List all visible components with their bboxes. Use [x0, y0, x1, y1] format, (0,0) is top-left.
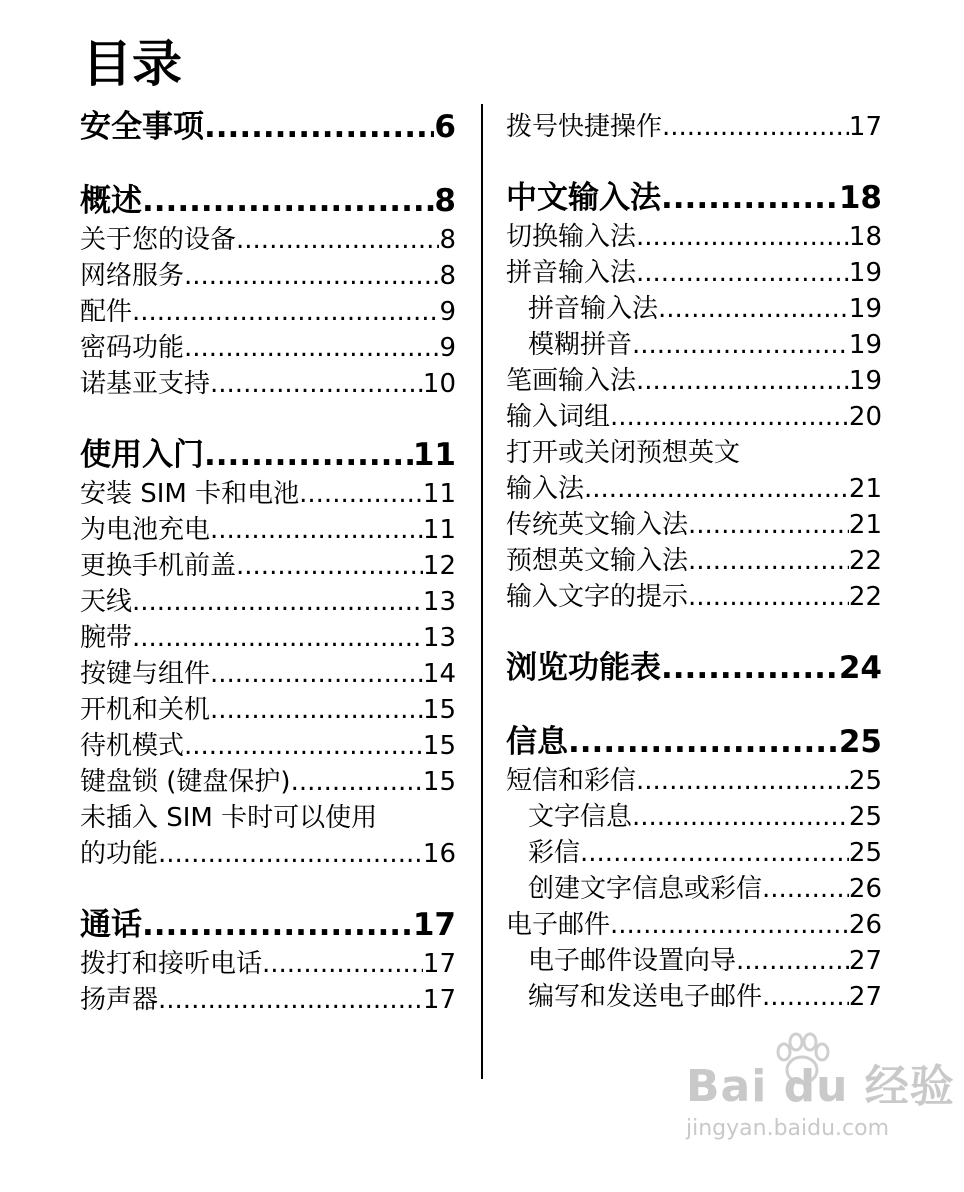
toc-entry-label: 打开或关闭预想英文 — [506, 438, 741, 468]
toc-entry-label: 预想英文输入法 — [506, 546, 689, 576]
toc-entry-label: 诺基亚支持 — [80, 369, 211, 399]
toc-page-number: 18 — [838, 180, 882, 216]
toc-entry-label: 扬声器 — [80, 985, 159, 1015]
watermark — [686, 1050, 955, 1141]
toc-entry[interactable] — [506, 363, 882, 399]
toc-entry[interactable] — [506, 471, 882, 507]
toc-page-number: 25 — [838, 724, 882, 760]
column-divider — [481, 104, 483, 1079]
toc-subentry[interactable] — [506, 291, 882, 327]
toc-entry[interactable] — [80, 512, 456, 548]
toc-page-number: 27 — [848, 982, 882, 1012]
toc-page-number: 27 — [848, 946, 882, 976]
section-gap — [80, 402, 456, 434]
toc-entry-label: 彩信 — [528, 838, 581, 868]
toc-entry[interactable] — [80, 692, 456, 728]
toc-page-number: 11 — [422, 479, 456, 509]
dot-leader — [762, 871, 849, 907]
toc-entry-label: 短信和彩信 — [506, 766, 637, 796]
toc-page-number: 18 — [848, 222, 882, 252]
toc-entry-label: 为电池充电 — [80, 515, 211, 545]
toc-entry-label: 网络服务 — [80, 261, 185, 291]
toc-entry[interactable] — [80, 764, 456, 800]
toc-page-number: 11 — [422, 515, 456, 545]
dot-leader — [158, 836, 423, 872]
toc-entry-label: 模糊拼音 — [528, 330, 633, 360]
toc-entry[interactable] — [80, 548, 456, 584]
toc-page-number: 22 — [848, 546, 882, 576]
toc-entry[interactable] — [80, 656, 456, 692]
toc-entry-label: 创建文字信息或彩信 — [528, 874, 763, 904]
dot-leader — [184, 728, 423, 764]
dot-leader — [142, 180, 434, 222]
page-title: 目录 — [82, 35, 182, 93]
toc-entry-label: 电子邮件设置向导 — [528, 946, 737, 976]
toc-entry-label: 拼音输入法 — [528, 294, 659, 324]
toc-page-number: 14 — [422, 659, 456, 689]
toc-entry-label: 待机模式 — [80, 731, 185, 761]
dot-leader — [661, 177, 839, 219]
toc-page-number: 20 — [848, 402, 882, 432]
toc-subentry[interactable] — [506, 871, 882, 907]
toc-right-column — [506, 106, 882, 1015]
toc-entry-label: 拨号快捷操作 — [506, 112, 663, 142]
toc-entry[interactable] — [80, 728, 456, 764]
toc-page-number: 9 — [439, 297, 456, 327]
toc-page-number: 21 — [848, 510, 882, 540]
toc-section-heading[interactable] — [80, 904, 456, 946]
toc-page-number: 11 — [412, 437, 456, 473]
toc-entry-label: 中文输入法 — [506, 180, 661, 216]
dot-leader — [610, 399, 849, 435]
toc-entry[interactable] — [80, 946, 456, 982]
toc-entry-label: 键盘锁 (键盘保护) — [80, 767, 291, 797]
toc-entry-label: 信息 — [506, 724, 568, 760]
toc-entry-label: 切换输入法 — [506, 222, 637, 252]
toc-page-number: 21 — [848, 474, 882, 504]
toc-entry-label: 输入文字的提示 — [506, 582, 689, 612]
toc-entry[interactable] — [80, 366, 456, 402]
section-gap — [506, 615, 882, 647]
toc-entry[interactable] — [506, 255, 882, 291]
toc-entry[interactable] — [506, 109, 882, 145]
toc-page-number: 25 — [848, 838, 882, 868]
dot-leader — [210, 656, 423, 692]
toc-entry[interactable] — [80, 836, 456, 872]
dot-leader — [210, 366, 423, 402]
toc-entry-label: 编写和发送电子邮件 — [528, 982, 763, 1012]
toc-section-heading[interactable] — [506, 177, 882, 219]
toc-entry-label: 笔画输入法 — [506, 366, 637, 396]
dot-leader — [610, 907, 849, 943]
toc-entry-label: 拼音输入法 — [506, 258, 637, 288]
toc-entry[interactable] — [506, 507, 882, 543]
toc-page-number: 15 — [422, 731, 456, 761]
toc-entry-label: 按键与组件 — [80, 659, 211, 689]
dot-leader — [636, 219, 849, 255]
toc-entry[interactable] — [506, 579, 882, 615]
toc-page-number: 17 — [848, 112, 882, 142]
toc-entry-label: 密码功能 — [80, 333, 185, 363]
toc-subentry[interactable] — [506, 327, 882, 363]
toc-page-number: 26 — [848, 910, 882, 940]
toc-entry[interactable] — [80, 476, 456, 512]
dot-leader — [632, 327, 849, 363]
toc-entry[interactable] — [80, 222, 456, 258]
toc-entry-label: 安装 SIM 卡和电池 — [80, 479, 300, 509]
dot-leader — [580, 835, 849, 871]
toc-entry-label: 更换手机前盖 — [80, 551, 237, 581]
watermark-url: jingyan.baidu.com — [686, 1116, 890, 1141]
toc-entry[interactable] — [80, 258, 456, 294]
dot-leader — [568, 721, 839, 763]
toc-entry-label: 安全事项 — [80, 109, 204, 145]
toc-page-number: 17 — [422, 949, 456, 979]
toc-page-number: 19 — [848, 366, 882, 396]
dot-leader — [132, 294, 439, 330]
toc-entry[interactable] — [80, 620, 456, 656]
toc-page-number: 6 — [434, 109, 456, 145]
toc-entry[interactable] — [506, 907, 882, 943]
toc-entry-label: 概述 — [80, 183, 142, 219]
toc-section-heading[interactable] — [80, 106, 456, 148]
toc-entry[interactable] — [80, 584, 456, 620]
toc-section-heading[interactable] — [80, 434, 456, 476]
toc-page-number: 19 — [848, 294, 882, 324]
dot-leader — [662, 109, 849, 145]
dot-leader — [142, 904, 413, 946]
toc-entry-label: 传统英文输入法 — [506, 510, 689, 540]
toc-page-number: 16 — [422, 839, 456, 869]
toc-page-number: 17 — [422, 985, 456, 1015]
dot-leader — [688, 543, 849, 579]
dot-leader — [210, 512, 423, 548]
toc-section-heading[interactable] — [506, 647, 882, 689]
toc-entry-label: 电子邮件 — [506, 910, 611, 940]
dot-leader — [658, 291, 849, 327]
dot-leader — [636, 763, 849, 799]
dot-leader — [204, 434, 413, 476]
toc-entry-label: 输入法 — [506, 474, 585, 504]
toc-section-heading[interactable] — [80, 180, 456, 222]
toc-entry[interactable] — [506, 543, 882, 579]
dot-leader — [688, 579, 849, 615]
toc-entry-label: 开机和关机 — [80, 695, 211, 725]
toc-entry-label: 浏览功能表 — [506, 650, 661, 686]
toc-page-number: 12 — [422, 551, 456, 581]
toc-page-number: 8 — [434, 183, 456, 219]
toc-page-number: 13 — [422, 623, 456, 653]
toc-page-number: 15 — [422, 767, 456, 797]
dot-leader — [184, 330, 439, 366]
toc-entry-label: 的功能 — [80, 839, 159, 869]
dot-leader — [636, 363, 849, 399]
toc-page-number: 26 — [848, 874, 882, 904]
toc-section-heading[interactable] — [506, 721, 882, 763]
toc-entry[interactable] — [80, 294, 456, 330]
toc-entry[interactable] — [506, 763, 882, 799]
toc-subentry[interactable] — [506, 799, 882, 835]
toc-entry-label: 拨打和接听电话 — [80, 949, 263, 979]
toc-subentry[interactable] — [506, 835, 882, 871]
toc-entry-label: 未插入 SIM 卡时可以使用 — [80, 803, 378, 833]
dot-leader — [632, 799, 849, 835]
toc-page-number: 17 — [412, 907, 456, 943]
toc-entry-label: 文字信息 — [528, 802, 633, 832]
toc-page-number: 22 — [848, 582, 882, 612]
toc-entry-label: 使用入门 — [80, 437, 204, 473]
dot-leader — [291, 764, 423, 800]
toc-subentry[interactable] — [506, 979, 882, 1015]
toc-entry-label: 关于您的设备 — [80, 225, 237, 255]
section-gap — [80, 872, 456, 904]
toc-page-number: 9 — [439, 333, 456, 363]
toc-page-number: 24 — [838, 650, 882, 686]
dot-leader — [636, 255, 849, 291]
toc-page-number: 15 — [422, 695, 456, 725]
toc-page-number: 19 — [848, 330, 882, 360]
section-gap — [80, 148, 456, 180]
toc-entry[interactable] — [506, 399, 882, 435]
toc-entry-label: 通话 — [80, 907, 142, 943]
toc-entry-label: 配件 — [80, 297, 133, 327]
toc-left-column — [80, 106, 456, 1018]
section-gap — [506, 145, 882, 177]
dot-leader — [210, 692, 423, 728]
toc-entry-label: 腕带 — [80, 623, 133, 653]
toc-page-number: 8 — [439, 261, 456, 291]
toc-page-number: 10 — [422, 369, 456, 399]
toc-page-number: 25 — [848, 766, 882, 796]
toc-subentry[interactable] — [506, 943, 882, 979]
toc-page-number: 19 — [848, 258, 882, 288]
dot-leader — [299, 476, 423, 512]
toc-entry[interactable] — [506, 219, 882, 255]
toc-entry-label: 天线 — [80, 587, 133, 617]
toc-entry-line[interactable] — [80, 800, 456, 836]
dot-leader — [736, 943, 849, 979]
toc-page-number: 25 — [848, 802, 882, 832]
dot-leader — [661, 647, 839, 689]
dot-leader — [236, 548, 423, 584]
toc-entry[interactable] — [80, 330, 456, 366]
dot-leader — [132, 584, 423, 620]
dot-leader — [762, 979, 849, 1015]
dot-leader — [688, 507, 849, 543]
watermark-logo: Bai du 经验 — [686, 1061, 955, 1112]
dot-leader — [584, 471, 849, 507]
toc-entry-line[interactable] — [506, 435, 882, 471]
toc-entry-label: 输入词组 — [506, 402, 611, 432]
toc-page-number: 13 — [422, 587, 456, 617]
dot-leader — [236, 222, 439, 258]
dot-leader — [132, 620, 423, 656]
dot-leader — [158, 982, 423, 1018]
section-gap — [506, 689, 882, 721]
dot-leader — [184, 258, 439, 294]
dot-leader — [204, 106, 434, 148]
toc-page-number: 8 — [439, 225, 456, 255]
dot-leader — [262, 946, 423, 982]
toc-entry[interactable] — [80, 982, 456, 1018]
